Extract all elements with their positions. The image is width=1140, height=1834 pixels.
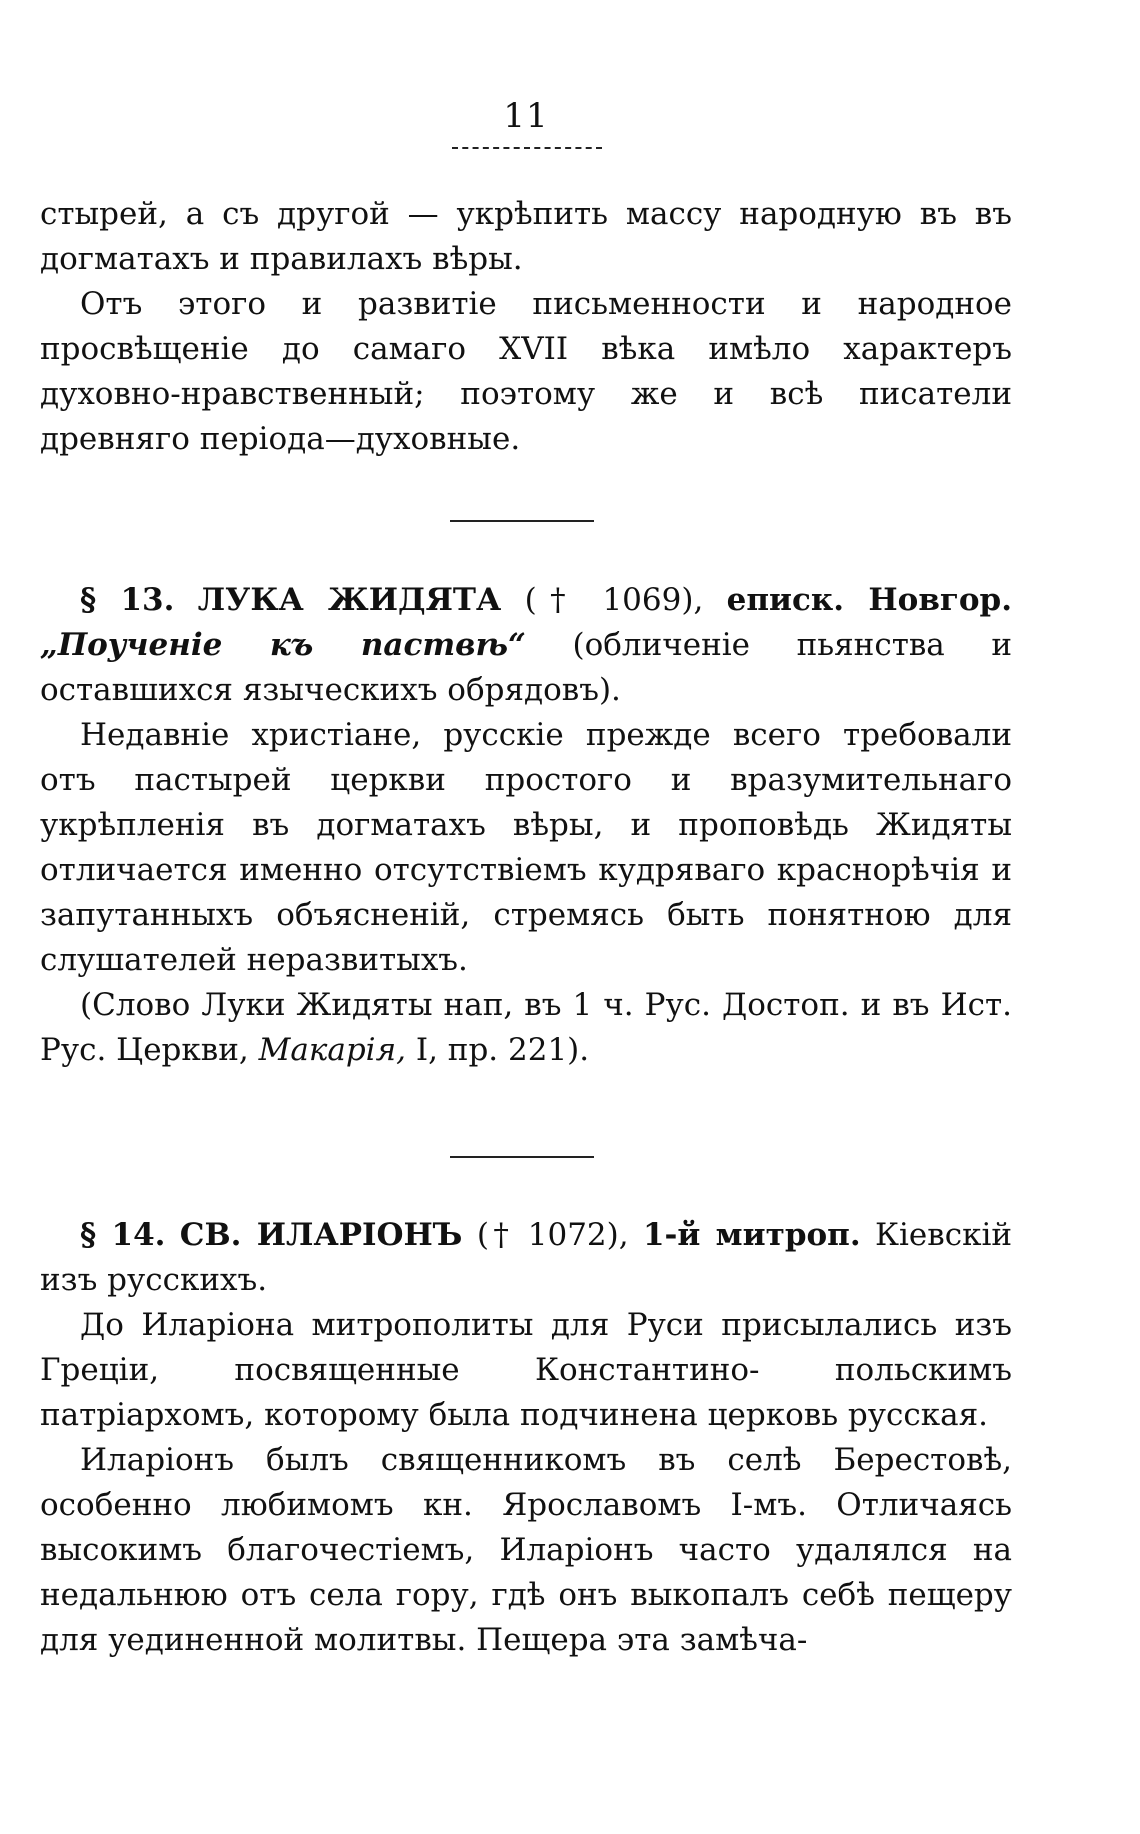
section-13-name: ЛУКА ЖИДЯТА [197,582,502,618]
section-13-role: еписк. Новгор. [726,582,1013,618]
section-14-dates: († 1072), [476,1217,629,1253]
section-14-name: СВ. ИЛАРІОНЪ [179,1217,463,1253]
section-13-dates: († 1069), [524,582,704,618]
section-14-paragraph-2: Иларіонъ былъ священникомъ въ селѣ Берестовѣ, особенно любимомъ кн. Ярославомъ I-мъ. Отличаясь высокимъ благочестіемъ, Иларіонъ часто удалялся на недальнюю отъ села гору, гдѣ онъ выкопалъ себѣ пещеру для уединенной молитвы. Пещера эта замѣча- [40,1442,1012,1658]
page-number-rule [452,147,602,149]
section-14-sign: § 14. [80,1217,166,1253]
section-13 [40,578,1012,1073]
book-page [40,0,1012,1834]
previous-section-text [40,192,1012,462]
section-14-role-rest: Кіевскій изъ русскихъ. [40,1217,1013,1298]
section-14-heading [40,1213,1012,1303]
reference-text: (Слово Луки Жидяты нап, въ 1 ч. Рус. Достоп. и въ Ист. Рус. Церкви, [40,987,1012,1068]
section-13-heading [40,578,1012,713]
section-13-work-description: (обличеніе пьянства и оставшихся языческихъ обрядовъ). [40,627,1012,708]
section-divider-2 [450,1156,594,1158]
section-14-role: 1-й митроп. [642,1217,861,1253]
paragraph-continuation: стырей, а съ другой — укрѣпить массу народную въ въ догматахъ и правилахъ вѣры. [40,196,1012,277]
paragraph-enlightenment: Отъ этого и развитіе письменности и народное просвѣщеніе до самаго XVII вѣка имѣло характеръ духовно-нравственный; поэтому же и всѣ писатели древняго періода—духовные. [40,286,1012,457]
section-13-work-title: „Поученіе къ паствѣ“ [40,627,526,663]
page-number: 11 [503,96,549,136]
reference-page: I, пр. 221). [415,1032,590,1068]
section-divider-1 [450,520,594,522]
section-13-sign: § 13. [80,582,175,618]
section-14-paragraph-1: До Иларіона митрополиты для Руси присылались изъ Греціи, посвященные Константино- польскимъ патріархомъ, которому была подчинена церковь русская. [40,1307,1012,1433]
section-14 [40,1213,1012,1663]
section-13-reference [40,983,1012,1073]
reference-author: Макарія, [258,1032,406,1068]
section-13-paragraph: Недавніе христіане, русскіе прежде всего требовали отъ пастырей церкви простого и вразумительнаго укрѣпленія въ догматахъ вѣры, и проповѣдь Жидяты отличается именно отсутствіемъ кудряваго краснорѣчія и запутанныхъ объясненій, стремясь быть понятною для слушателей неразвитыхъ. [40,717,1012,978]
